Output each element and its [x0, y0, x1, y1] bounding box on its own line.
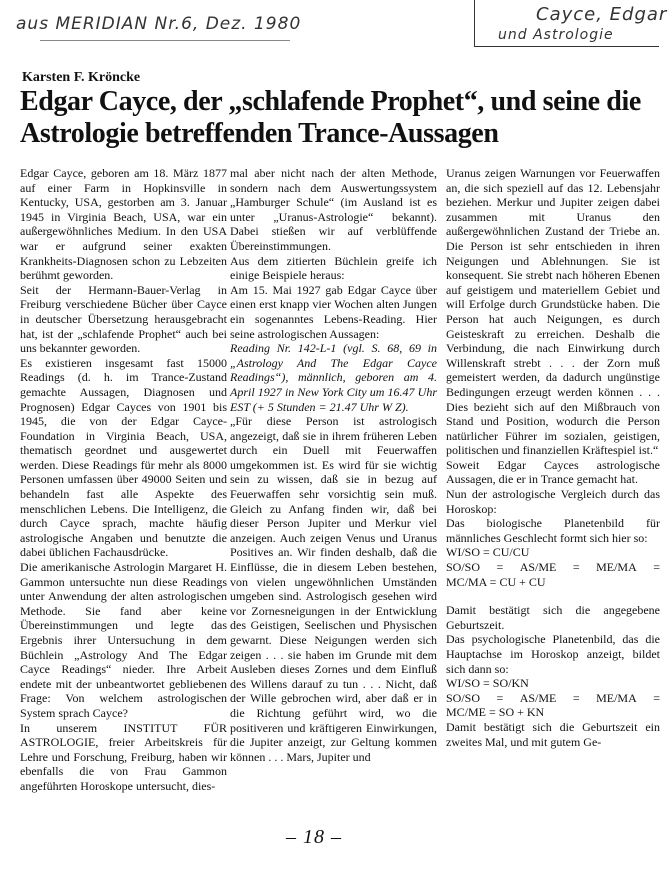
formula-term: ME/MA [596, 690, 637, 705]
formula-term: = [572, 690, 580, 705]
handwritten-tag-line2: und Astrologie [498, 27, 614, 43]
article-title: Edgar Cayce, der „schlafende Prophet“, und seine die Astrologie betreffenden Trance-Aussagen [20, 86, 641, 149]
formula-term: = [496, 560, 504, 575]
paragraph: Am 15. Mai 1927 gab Edgar Cayce über einen erst knapp vier Wochen alten Jungen ein sogenanntes Lebens-Reading. Hier seine astrologischen Aussagen: [230, 282, 437, 341]
formula-line [446, 545, 660, 560]
formula-term: = [496, 690, 504, 705]
formula-term: MC/ME = SO + KN [446, 705, 545, 720]
paragraph: Es existieren insgesamt fast 15000 Readings (d. h. im Trance-Zustand gemachte Aussagen, Diagnosen und Prognosen) Edgar Cayces von 1901 bis 1945, die von der Edgar Cayce-Foundation in Virginia Beach, USA, thematisch geordnet und ausgewertet werden. Diese Readings für mehr als 8000 Personen umfassen über 49000 Seiten und behandeln fast alle Aspekte des menschlichen Lebens. Die Intelligenz, die durch Cayce sprach, machte häufig astrologische Angaben und benutzte die dabei üblichen Fachausdrücke. [20, 355, 227, 560]
formula-term: SO/SO [446, 690, 481, 705]
paragraph: Edgar Cayce, geboren am 18. März 1877 auf einer Farm in Hopkinsville in Kentucky, USA, gestorben am 3. Januar 1945 in Virginia Beach, USA, war ein außergewöhnliches Medium. In den USA war er aufgrund seiner exakten Krankheits-Diagnosen schon zu Lebzeiten berühmt geworden. [20, 166, 227, 283]
paragraph: In unserem INSTITUT FÜR ASTROLOGIE, freier Arbeitskreis für Lehre und Forschung, Freiburg, haben wir ebenfalls die von Frau Gammon angeführten Horoskope untersucht, dies- [20, 720, 227, 793]
paragraph: Das biologische Planetenbild für männliches Geschlecht formt sich hier so: [446, 516, 660, 545]
paragraph: Aus dem zitierten Büchlein greife ich einige Beispiele heraus: [230, 253, 437, 283]
text-column-2 [230, 166, 437, 764]
paragraph: Das psychologische Planetenbild, das die Hauptachse im Horoskop anzeigt, bildet sich dann so: [446, 632, 660, 676]
formula-line [446, 676, 660, 691]
text-column-3 [446, 166, 660, 749]
formula-line [446, 691, 660, 706]
paragraph: Die amerikanische Astrologin Margaret H. Gammon untersuchte nun diese Readings unter Anwendung der alten astrologischen Methode. Sie fand aber keine Übereinstimmungen und legte das Ergebnis ihrer Untersuchung in dem Büchlein „Astrology And The Edgar Cayce Readings“ nieder. Ihre Arbeit endete mit der unbeantwortet gebliebenen Frage: Von welchem astrologischen System sprach Cayce? [20, 560, 227, 720]
formula-term: WI/SO = CU/CU [446, 545, 530, 560]
paragraph: Nun der astrologische Vergleich durch das Horoskop: [446, 487, 660, 516]
handwritten-source-note: aus MERIDIAN Nr.6, Dez. 1980 [16, 14, 302, 34]
formula-term: = [653, 560, 660, 575]
source-note-underline [40, 40, 290, 41]
formula-term: SO/SO [446, 560, 481, 575]
formula-term: ME/MA [596, 560, 637, 575]
spacer [446, 589, 660, 603]
text-column-1 [20, 166, 227, 794]
handwritten-tag-line1: Cayce, Edgar [536, 4, 668, 25]
paragraph: Damit bestätigt sich die angegebene Geburtszeit. [446, 603, 660, 632]
formula-line [446, 560, 660, 575]
paragraph: mal aber nicht nach der alten Methode, sondern nach dem Auswertungssystem „Hamburger Schule“ (im Ausland ist es unter „Uranus-Astrologie“ bekannt). Dabei stießen wir auf verblüffende Übereinstimmungen. [230, 166, 437, 253]
formula-line [446, 575, 660, 590]
article-author: Karsten F. Kröncke [22, 70, 141, 85]
page-number: – 18 – [286, 826, 342, 848]
formula-term: = [653, 690, 660, 705]
paragraph: Damit bestätigt sich die Geburtszeit ein zweites Mal, und mit gutem Ge- [446, 719, 660, 749]
formula-term: AS/ME [519, 560, 557, 575]
paragraph: Seit der Hermann-Bauer-Verlag in Freiburg verschiedene Bücher über Cayce in deutscher Übersetzung herausgebracht hat, ist der „schlafende Prophet“ auch bei uns bekannter geworden. [20, 282, 227, 356]
formula-term: WI/SO = SO/KN [446, 676, 529, 691]
formula-term: = [572, 560, 580, 575]
paragraph: Reading Nr. 142-L-1 (vgl. S. 68, 69 in „Astrology And The Edgar Cayce Readings“), männlich, geboren am 4. April 1927 in New York City um 16.47 Uhr EST (+ 5 Stunden = 21.47 Uhr W Z). [230, 341, 437, 414]
paragraph: Uranus zeigen Warnungen vor Feuerwaffen an, die sich speziell auf das 12. Lebensjahr beziehen. Merkur und Jupiter zeigen dabei zusammen mit Uranus den außergewöhnlichen Zustand der Triebe an. Die Person ist sehr entschieden in ihren Neigungen und Ablehnungen. Sie ist konsequent. Sie strebt nach höheren Ebenen auf geistigem und materiellem Gebiet und will Erfolge durch Grundstücke haben. Die Person hat auch Neigungen, es durch Geisteskraft zu erreichen. Deshalb die Verbindung, die nach Einwirkung durch Willenskraft strebt . . . der Zorn muß gemeistert werden, da dadurch ungünstige Bedingungen erzeugt werden können . . . Dies bezieht sich auf den Mißbrauch von Stand und Position, wodurch die Person natürlicher Führer im sozialen, geistigen, politischen und finanziellen Kräftespiel ist.“ [446, 166, 660, 458]
formula-line [446, 705, 660, 720]
paragraph: „Für diese Person ist astrologisch angezeigt, daß sie in ihrem früheren Leben durch ein Duell mit Feuerwaffen umgekommen ist. Es wird für sie wichtig sein zu wissen, daß sie in bezug auf Feuerwaffen sehr vorsichtig sein muß. Gleich zu Anfang finden wir, daß bei dieser Person Jupiter und Merkur viel anzeigen. Auch zeigen Venus und Uranus Positives an. Wir finden deshalb, daß die Einflüsse, die in diesem Leben bestehen, von vielen ungewöhnlichen Umständen umgeben sind. Astrologisch gesehen wird vor Zornesneigungen in der Entwicklung des Geistigen, Seelischen und Physischen gewarnt. Diese Neigungen werden sich zeigen . . . sie haben im Grunde mit dem Ausleben dieses Zornes und dem Einfluß des Willens darauf zu tun . . . Nicht, daß der Wille gebrochen wird, aber daß er in die Richtung geführt wird, wo die positiveren und kräftigeren Einwirkungen, die Jupiter anzeigt, zur Geltung kommen können . . . Mars, Jupiter und [230, 414, 437, 764]
formula-term: AS/ME [519, 690, 557, 705]
paragraph: Soweit Edgar Cayces astrologische Aussagen, die er in Trance gemacht hat. [446, 457, 660, 487]
formula-term: MC/MA = CU + CU [446, 574, 546, 589]
